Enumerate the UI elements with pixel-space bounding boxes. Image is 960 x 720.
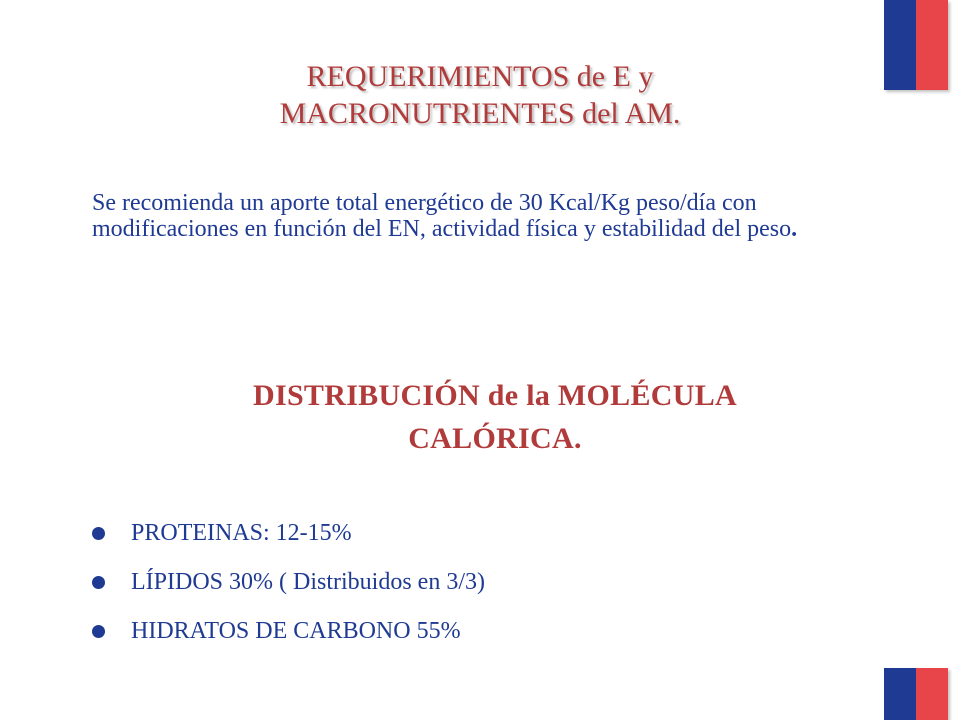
flag-red-band [916, 668, 948, 720]
slide-title [0, 58, 960, 132]
list-item [92, 518, 485, 548]
section-heading [0, 374, 960, 460]
intro-period: . [791, 216, 798, 242]
bullet-icon [92, 625, 105, 638]
list-item-text: HIDRATOS DE CARBONO 55% [131, 617, 461, 644]
list-item [92, 567, 485, 597]
list-item [92, 616, 485, 646]
slide-title-line-2: MACRONUTRIENTES del AM. [279, 97, 681, 130]
list-item-text: PROTEINAS: 12-15% [131, 519, 352, 546]
intro-paragraph [92, 190, 852, 242]
slide-title-line-1: REQUERIMIENTOS de E y [306, 60, 654, 93]
section-heading-line-2: CALÓRICA. [408, 422, 582, 455]
macronutrient-list [92, 518, 485, 665]
chile-flag-bottom-decoration [884, 668, 948, 720]
section-heading-line-1: DISTRIBUCIÓN de la MOLÉCULA [253, 379, 737, 412]
bullet-icon [92, 576, 105, 589]
intro-text: Se recomienda un aporte total energético de 30 Kcal/Kg peso/día con modificaciones en función del EN, actividad física y estabilidad del peso [92, 190, 792, 242]
list-item-text: LÍPIDOS 30% ( Distribuidos en 3/3) [131, 568, 485, 595]
bullet-icon [92, 527, 105, 540]
flag-blue-band [884, 668, 916, 720]
